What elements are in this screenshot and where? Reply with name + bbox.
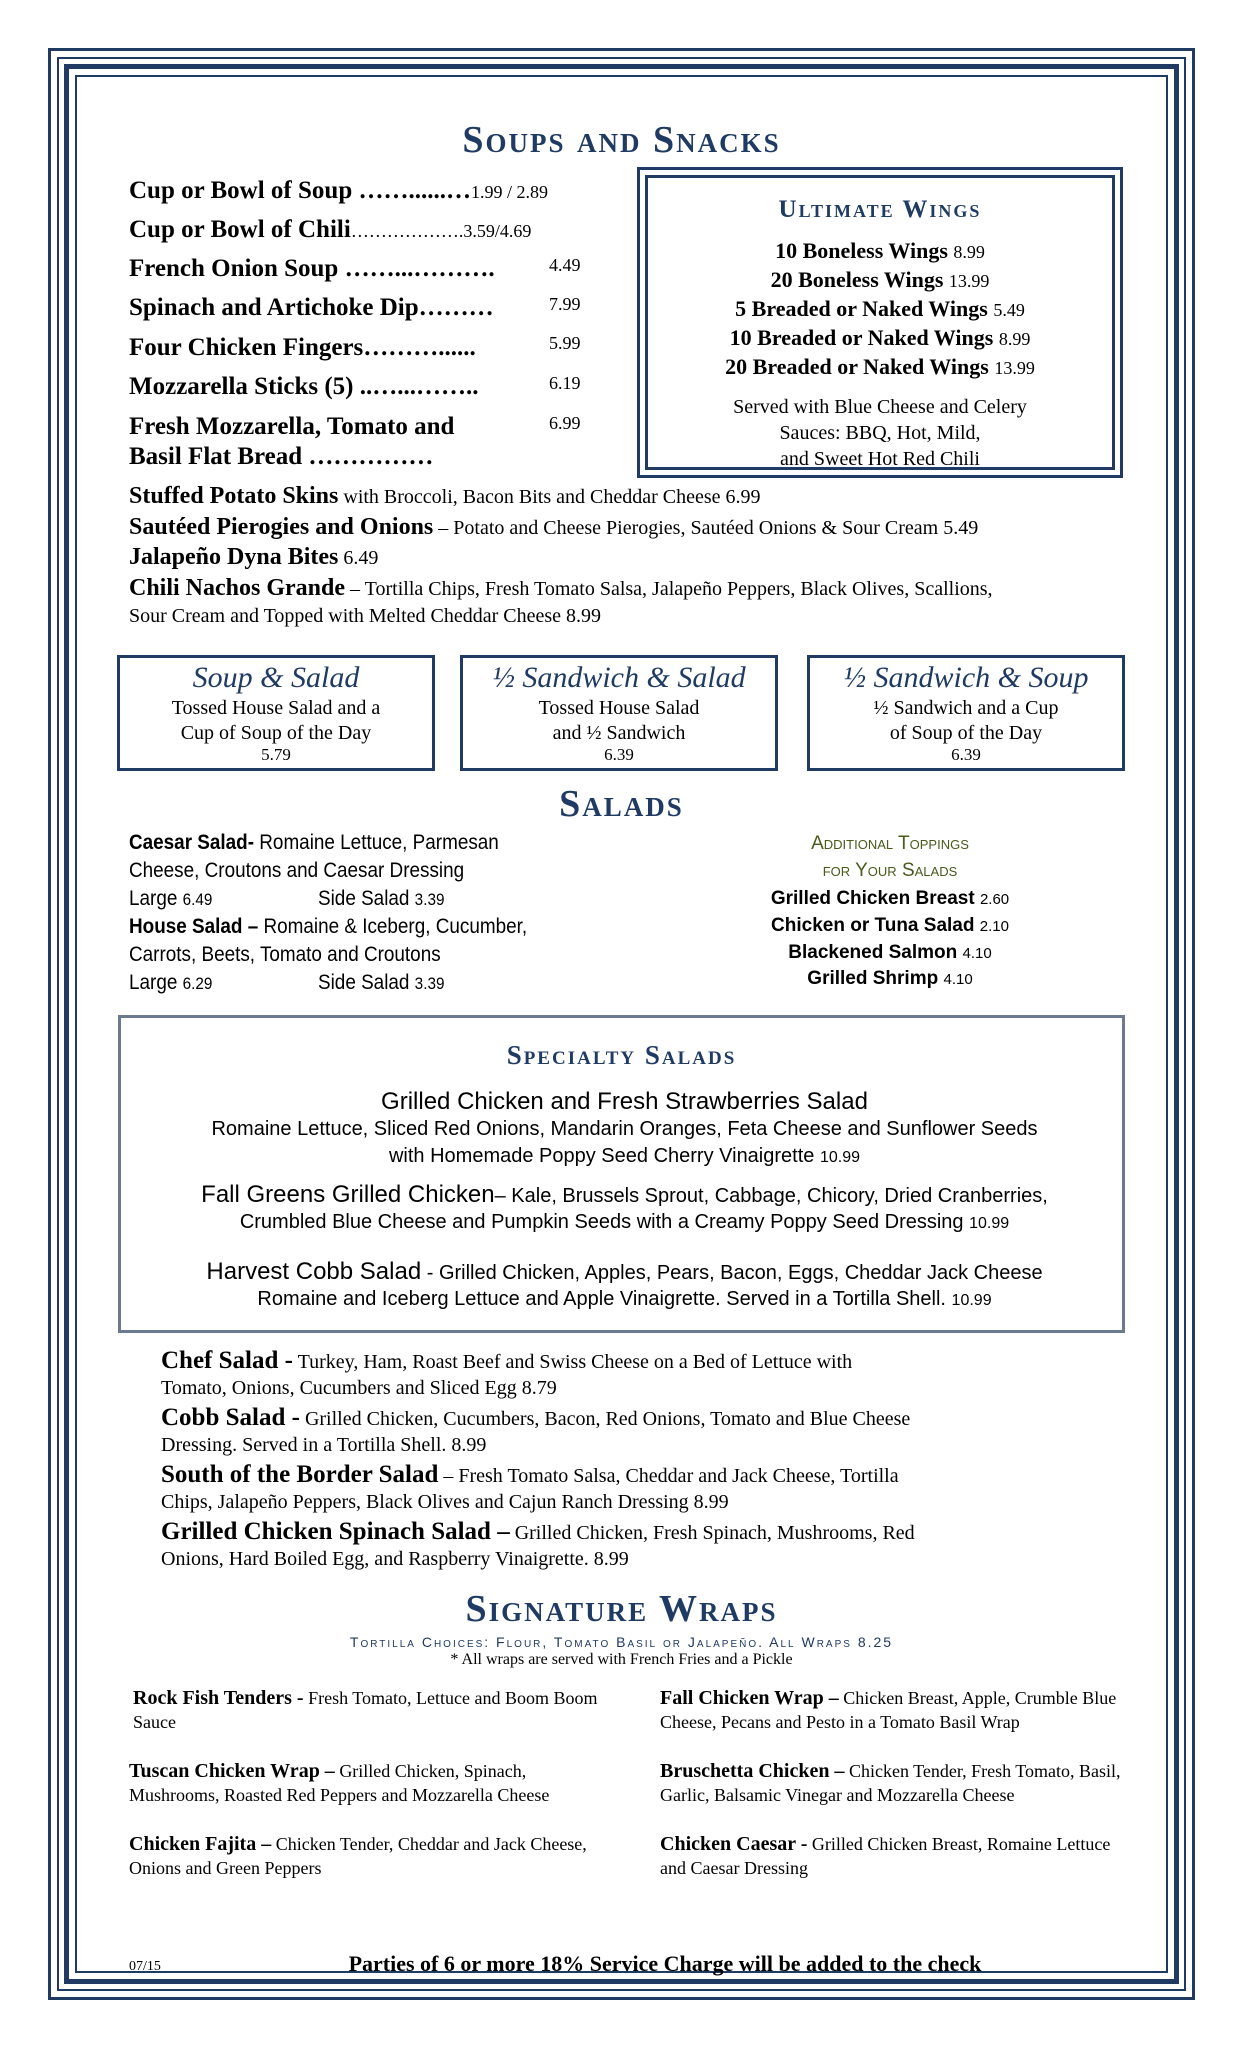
wings-item: 5 Breaded or Naked Wings 5.49 xyxy=(735,296,1025,321)
wraps-subtitle: Tortilla Choices: Flour, Tomato Basil or Jalapeño. All Wraps 8.25 xyxy=(349,1634,894,1650)
menu-item: Four Chicken Fingers………...... xyxy=(129,334,476,361)
wrap-item: Bruschetta Chicken – Chicken Tender, Fresh Tomato, Basil, Garlic, Balsamic Vinegar and Mozzarella Cheese xyxy=(660,1760,1121,1805)
ultimate-wings-box xyxy=(637,167,1123,478)
menu-item: Caesar Salad- Romaine Lettuce, Parmesan xyxy=(129,831,499,854)
menu-item-continued: Dressing. Served in a Tortilla Shell. 8.99 xyxy=(161,1434,487,1456)
menu-date: 07/15 xyxy=(129,1959,161,1974)
menu-item: House Salad – Romaine & Iceberg, Cucumber, xyxy=(129,915,528,938)
menu-item: Mozzarella Sticks (5) ..…...…….. xyxy=(129,373,479,400)
soups-title: Soups and Snacks xyxy=(462,119,781,161)
menu-item-continued: Cheese, Croutons and Caesar Dressing xyxy=(129,859,465,882)
specialty-item-desc: with Homemade Poppy Seed Cherry Vinaigrette 10.99 xyxy=(388,1145,860,1167)
specialty-item: Harvest Cobb Salad - Grilled Chicken, Apples, Pears, Bacon, Eggs, Cheddar Jack Cheese xyxy=(206,1258,1043,1285)
wrap-item: Rock Fish Tenders - Fresh Tomato, Lettuce and Boom Boom Sauce xyxy=(133,1687,598,1732)
specialty-item: Fall Greens Grilled Chicken– Kale, Brussels Sprout, Cabbage, Chicory, Dried Cranberries, xyxy=(201,1181,1048,1208)
menu-item: Sautéed Pierogies and Onions – Potato and Cheese Pierogies, Sautéed Onions & Sour Cream 5.49 xyxy=(129,514,979,540)
wraps-note: * All wraps are served with French Fries and a Pickle xyxy=(450,1651,793,1668)
menu-price: Side Salad 3.39 xyxy=(318,887,445,910)
menu-item: Chili Nachos Grande – Tortilla Chips, Fresh Tomato Salsa, Jalapeño Peppers, Black Olives, Scallions, xyxy=(129,575,993,601)
menu-item: Spinach and Artichoke Dip……… xyxy=(129,294,494,321)
wings-note: Sauces: BBQ, Hot, Mild, xyxy=(779,422,981,444)
menu-price: 6.99 xyxy=(549,413,581,433)
menu-item: South of the Border Salad – Fresh Tomato Salsa, Cheddar and Jack Cheese, Tortilla xyxy=(161,1461,899,1488)
wings-item: 10 Breaded or Naked Wings 8.99 xyxy=(729,325,1031,350)
wrap-item: Tuscan Chicken Wrap – Grilled Chicken, Spinach, Mushrooms, Roasted Red Peppers and Mozzarella Cheese xyxy=(129,1760,550,1805)
menu-item: French Onion Soup ……...………. xyxy=(129,255,495,282)
wrap-item: Chicken Caesar - Grilled Chicken Breast, Romaine Lettuce and Caesar Dressing xyxy=(660,1833,1111,1878)
wings-note: Served with Blue Cheese and Celery xyxy=(733,396,1027,418)
salads-title: Salads xyxy=(559,783,684,825)
topping-item: Grilled Shrimp 4.10 xyxy=(807,968,973,989)
topping-item: Chicken or Tuna Salad 2.10 xyxy=(771,915,1009,936)
menu-item: Fresh Mozzarella, Tomato and xyxy=(129,413,455,440)
topping-item: Grilled Chicken Breast 2.60 xyxy=(770,888,1010,909)
menu-item: Cobb Salad - Grilled Chicken, Cucumbers, Bacon, Red Onions, Tomato and Blue Cheese xyxy=(161,1404,911,1431)
menu-item-continued: Onions, Hard Boiled Egg, and Raspberry Vinaigrette. 8.99 xyxy=(161,1548,629,1570)
specialty-title: Specialty Salads xyxy=(506,1040,737,1070)
specialty-item-desc: Crumbled Blue Cheese and Pumpkin Seeds with a Creamy Poppy Seed Dressing 10.99 xyxy=(239,1211,1010,1233)
menu-item: Stuffed Potato Skins with Broccoli, Bacon Bits and Cheddar Cheese 6.99 xyxy=(129,483,761,509)
menu-price: 4.49 xyxy=(549,255,581,275)
menu-item: Grilled Chicken Spinach Salad – Grilled Chicken, Fresh Spinach, Mushrooms, Red xyxy=(161,1518,915,1545)
wings-item: 10 Boneless Wings 8.99 xyxy=(775,238,985,263)
menu-price: 6.19 xyxy=(549,373,581,393)
wings-item: 20 Breaded or Naked Wings 13.99 xyxy=(725,354,1035,379)
menu-item: Cup or Bowl of Soup ……......…1.99 / 2.89 xyxy=(129,177,548,204)
menu-price: 7.99 xyxy=(549,294,581,314)
menu-price: Side Salad 3.39 xyxy=(318,971,445,994)
topping-item: Blackened Salmon 4.10 xyxy=(788,942,992,963)
menu-item: Cup or Bowl of Chili……………….3.59/4.69 xyxy=(129,216,532,243)
wings-item: 20 Boneless Wings 13.99 xyxy=(770,267,990,292)
specialty-salads-box xyxy=(118,1015,1125,1333)
wings-title: Ultimate Wings xyxy=(778,196,982,223)
service-charge-notice: Parties of 6 or more 18% Service Charge will be added to the check xyxy=(348,1951,982,1976)
menu-item-continued: Sour Cream and Topped with Melted Cheddar Cheese 8.99 xyxy=(129,605,602,627)
wings-note: and Sweet Hot Red Chili xyxy=(780,448,980,470)
menu-item: Jalapeño Dyna Bites 6.49 xyxy=(129,544,379,570)
wrap-item: Fall Chicken Wrap – Chicken Breast, Apple, Crumble Blue Cheese, Pecans and Pesto in a Tomato Basil Wrap xyxy=(660,1687,1117,1732)
menu-item-continued: Chips, Jalapeño Peppers, Black Olives and Cajun Ranch Dressing 8.99 xyxy=(161,1491,729,1513)
menu-item-continued: Carrots, Beets, Tomato and Croutons xyxy=(129,943,441,966)
menu-item: Chef Salad - Turkey, Ham, Roast Beef and Swiss Cheese on a Bed of Lettuce with xyxy=(161,1347,853,1374)
toppings-title: Additional Toppings xyxy=(811,833,969,854)
combo-box: ½ Sandwich & Soup ½ Sandwich and a Cup of Soup of the Day 6.39 xyxy=(807,655,1125,771)
menu-item-continued: Tomato, Onions, Cucumbers and Sliced Egg 8.79 xyxy=(161,1377,557,1399)
wraps-title: Signature Wraps xyxy=(465,1588,778,1630)
menu-price: Large 6.29 xyxy=(129,971,213,994)
combo-box: Soup & Salad Tossed House Salad and a Cup of Soup of the Day 5.79 xyxy=(117,655,435,771)
menu-price: 5.99 xyxy=(549,333,581,353)
combo-box: ½ Sandwich & Salad Tossed House Salad and ½ Sandwich 6.39 xyxy=(460,655,778,771)
menu-price: Large 6.49 xyxy=(129,887,213,910)
specialty-item-desc: Romaine Lettuce, Sliced Red Onions, Mandarin Oranges, Feta Cheese and Sunflower Seeds xyxy=(211,1118,1038,1140)
menu-item: Basil Flat Bread …………… xyxy=(129,443,434,470)
wrap-item: Chicken Fajita – Chicken Tender, Cheddar and Jack Cheese, Onions and Green Peppers xyxy=(129,1833,587,1878)
specialty-item-desc: Romaine and Iceberg Lettuce and Apple Vinaigrette. Served in a Tortilla Shell. 10.99 xyxy=(257,1288,992,1310)
specialty-item-name: Grilled Chicken and Fresh Strawberries Salad xyxy=(381,1088,868,1115)
toppings-title: for Your Salads xyxy=(822,860,958,881)
